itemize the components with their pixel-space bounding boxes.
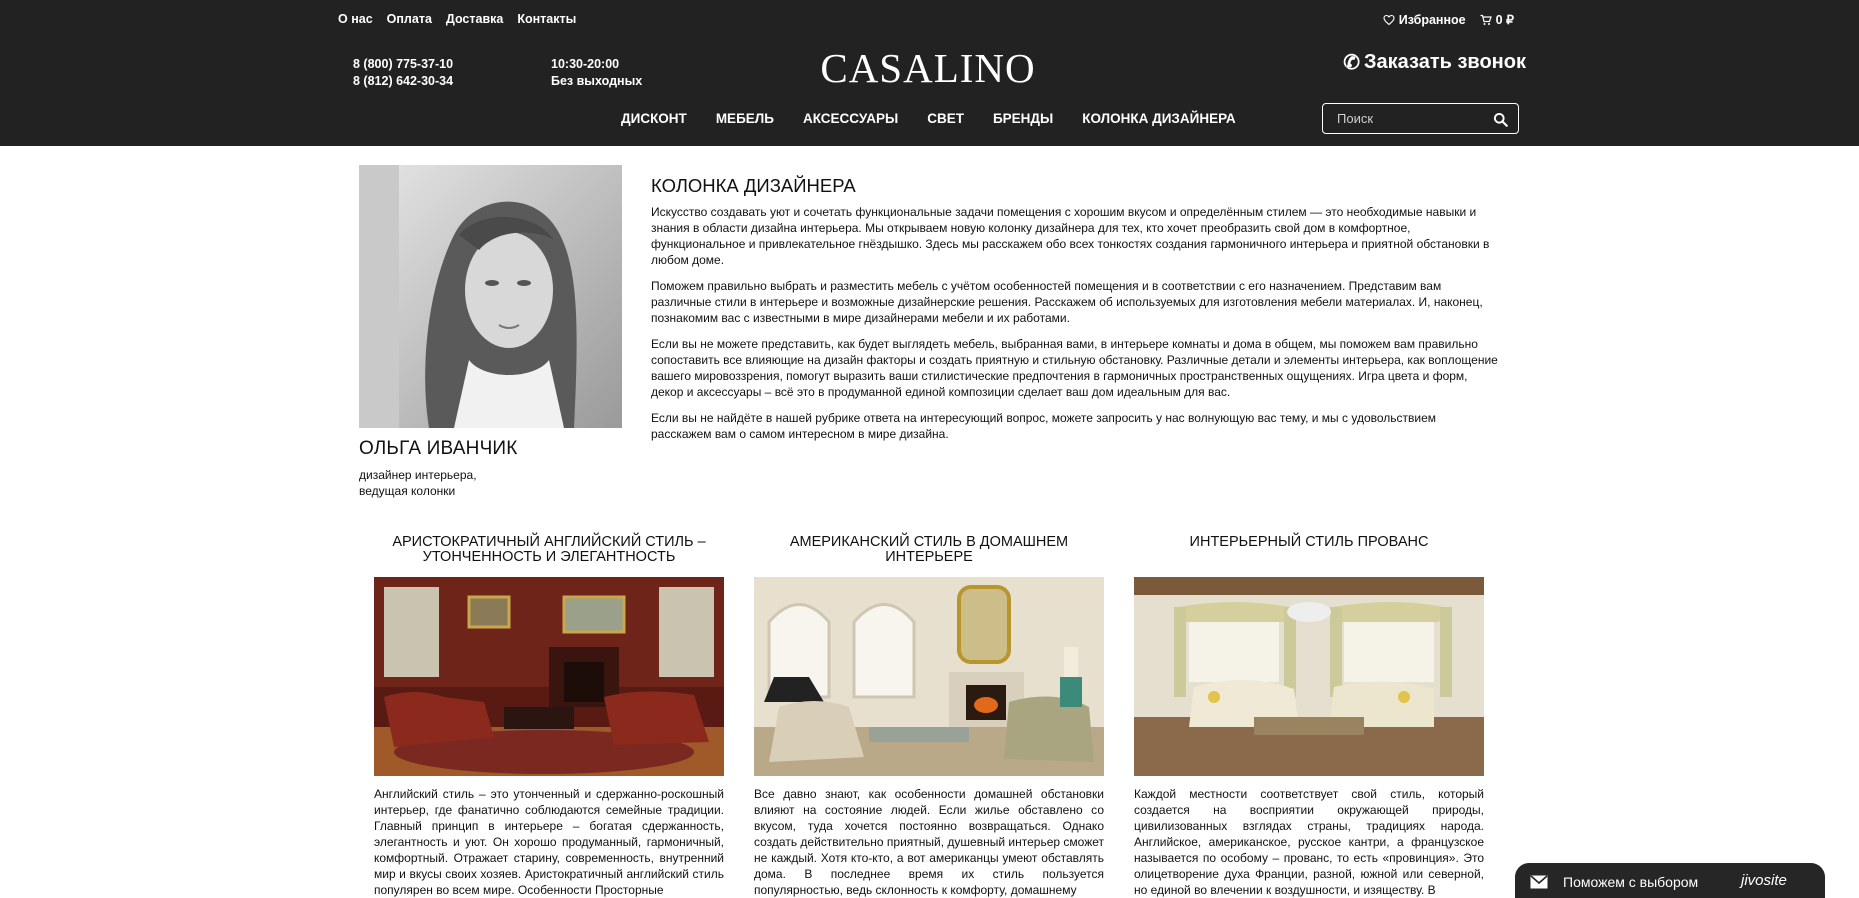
article-card xyxy=(1134,535,1484,898)
designer-name: ОЛЬГА ИВАНЧИК xyxy=(359,438,518,459)
callback-button[interactable] xyxy=(1343,50,1526,75)
search-box xyxy=(1322,103,1519,134)
article-image[interactable] xyxy=(374,577,724,776)
article-title[interactable]: АРИСТОКРАТИЧНЫЙ АНГЛИЙСКИЙ СТИЛЬ – УТОНЧЕННОСТЬ И ЭЛЕГАНТНОСТЬ xyxy=(392,534,706,565)
intro-paragraph: Искусство создавать уют и сочетать функциональные задачи помещения с хорошим вкусом и определённым стилем — это необходимые навыки и знания в области дизайна интерьера. Мы открываем новую колонку дизайнера для тех, кто хочет преобразить свой дом в комфортное, функциональное и привлекательное гнёздышко. Здесь мы расскажем обо всех тонкостях создания гармоничного интерьера и приятной обстановки в любом доме. xyxy=(651,205,1490,267)
article-excerpt: Каждой местности соответствует свой стиль, который создается на восприятии окружающей природы, цивилизованных взглядах страны, традициях народа. Английское, американское, русское кантри, а французское называется по особому – прованс, то есть «провинция». Это олицетворение духа Франции, разной, южной или северной, но единой во влечении к воздушности, и изяществу. В xyxy=(1134,787,1484,897)
designer-role xyxy=(359,467,477,499)
phone-2[interactable]: 8 (812) 642-30-34 xyxy=(353,74,454,88)
article-excerpt: Все давно знают, как особенности домашней обстановки влияют на состояние людей. Если жилье обставлено со вкусом, туда хочется постоянно возвращаться. Однако создать действительно приятный, душевный интерьер сможет не каждый. Хотя кто-кто, а вот американцы умеют обставлять дома. В последнее время их стиль пользуется популярностью, ведь склонность к комфорту, домашнему xyxy=(754,787,1104,897)
chat-widget[interactable] xyxy=(1515,863,1825,898)
site-header xyxy=(0,0,1859,146)
nav-item-accessories[interactable]: АКСЕССУАРЫ xyxy=(802,111,899,126)
top-link-contacts[interactable]: Контакты xyxy=(517,12,577,26)
article-excerpt: Английский стиль – это утонченный и сдержанно-роскошный интерьер, где фанатично соблюдаются семейные традиции. Главный принцип в интерьере – богатая сдержанность, элегантность и уют. Он хорошо продуманный, гармоничный, комфортный. Отражает старину, современность, внутренний мир и вкусы своих хозяев. Аристократичный английский стиль популярен во всем мире. Особенности Просторные xyxy=(374,787,724,897)
designer-portrait xyxy=(359,165,622,428)
nav-item-designer-column[interactable]: КОЛОНКА ДИЗАЙНЕРА xyxy=(1082,111,1236,126)
cart-link[interactable] xyxy=(1480,12,1514,27)
phone-icon: ✆ xyxy=(1343,52,1361,74)
favorites-label: Избранное xyxy=(1398,12,1466,27)
search-icon[interactable] xyxy=(1493,112,1508,127)
heart-icon xyxy=(1383,14,1395,26)
phone-numbers xyxy=(353,56,453,90)
jivosite-logo: jivosite xyxy=(1741,872,1787,889)
top-links xyxy=(338,12,576,26)
nav-item-furniture[interactable]: МЕБЕЛЬ xyxy=(715,111,774,126)
nav-item-discount[interactable]: ДИСКОНТ xyxy=(621,111,687,126)
intro-paragraph: Если вы не можете представить, как будет выглядеть мебель, выбранная вами, в интерьере комнаты и дома в общем, мы поможем вам правильно сопоставить все влияющие на дизайн факторы и создать приятную и стильную обстановку. Различные детали и элементы интерьера, как воплощение вашего мировоззрения, помогут выразить ваши стилистические предпочтения в гармоничных пространственных ощущениях. Игра цвета и форм, декор и аксессуары – всё это в продуманной единой композиции сделает ваш дом идеальным для вас. xyxy=(651,337,1498,399)
article-card xyxy=(374,535,724,898)
designer-role-line: ведущая колонки xyxy=(359,484,456,498)
site-logo[interactable]: CASALINO xyxy=(820,45,1036,91)
top-link-delivery[interactable]: Доставка xyxy=(445,12,504,26)
working-hours xyxy=(551,56,642,90)
cart-total: 0 ₽ xyxy=(1495,13,1514,27)
article-image[interactable] xyxy=(754,577,1104,776)
intro-paragraph: Поможем правильно выбрать и разместить мебель с учётом особенностей помещения и в соответствии с его назначением. Представим вам различные стили в интерьере и возможные дизайнерские решения. Расскажем об используемых для изготовления мебели материалах. И, наконец, познакомим вас с известными в мире дизайнерами мебели и их работами. xyxy=(651,279,1483,325)
nav-item-brands[interactable]: БРЕНДЫ xyxy=(992,111,1054,126)
main-nav xyxy=(621,111,1236,126)
article-title[interactable]: АМЕРИКАНСКИЙ СТИЛЬ В ДОМАШНЕМ ИНТЕРЬЕРЕ xyxy=(789,534,1069,565)
top-link-about[interactable]: О нас xyxy=(338,12,373,26)
column-intro xyxy=(651,204,1499,452)
phone-1[interactable]: 8 (800) 775-37-10 xyxy=(353,57,454,71)
user-links xyxy=(1383,12,1514,27)
intro-paragraph: Если вы не найдёте в нашей рубрике ответа на интересующий вопрос, можете запросить у нас волнующую вас тему, и мы с удовольствием расскажем вам о самом интересном в мире дизайна. xyxy=(651,411,1437,441)
search-input[interactable] xyxy=(1323,111,1483,126)
callback-label: Заказать звонок xyxy=(1364,51,1526,73)
top-link-payment[interactable]: Оплата xyxy=(386,12,432,26)
favorites-link[interactable] xyxy=(1383,13,1466,27)
article-card xyxy=(754,535,1104,898)
article-title[interactable]: ИНТЕРЬЕРНЫЙ СТИЛЬ ПРОВАНС xyxy=(1189,534,1429,550)
hours-time: 10:30-20:00 xyxy=(551,57,620,71)
cart-icon xyxy=(1480,14,1492,26)
mail-icon xyxy=(1530,875,1548,889)
article-image[interactable] xyxy=(1134,577,1484,776)
nav-item-lighting[interactable]: СВЕТ xyxy=(927,111,964,126)
designer-role-line: дизайнер интерьера, xyxy=(359,468,477,482)
page-title: КОЛОНКА ДИЗАЙНЕРА xyxy=(651,175,856,196)
chat-label: Поможем с выбором xyxy=(1563,874,1699,890)
hours-days: Без выходных xyxy=(551,74,643,88)
